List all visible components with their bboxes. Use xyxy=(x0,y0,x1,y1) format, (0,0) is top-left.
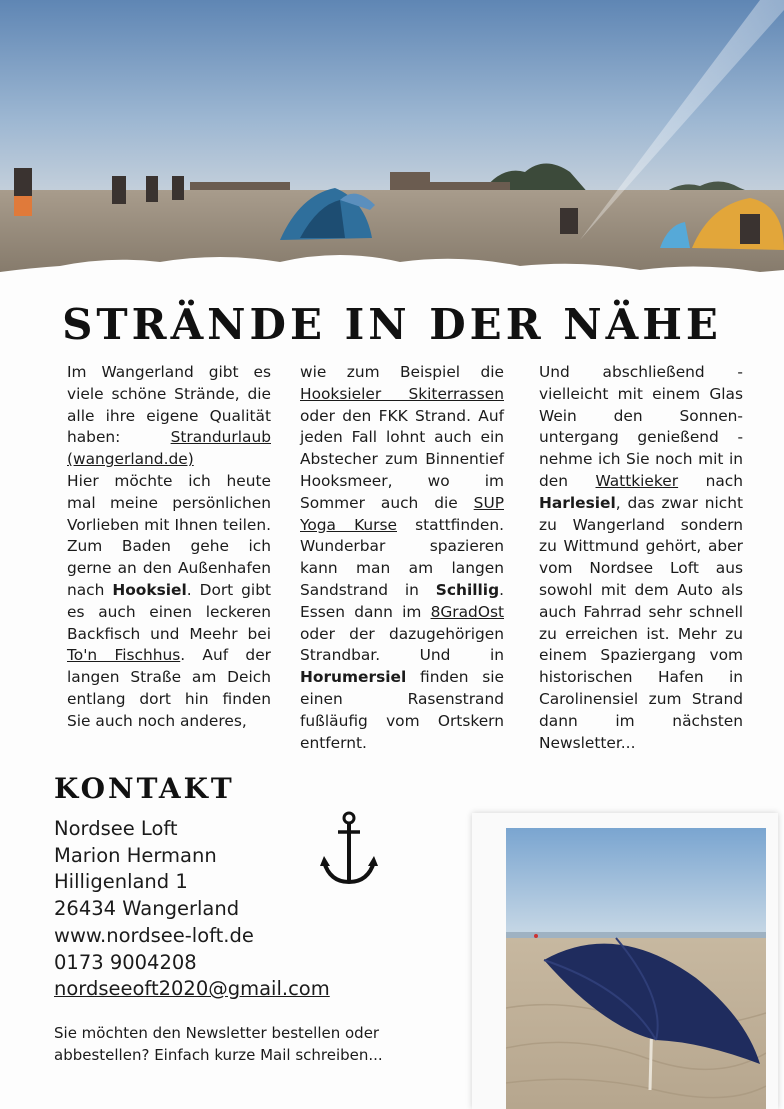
text-column-1: Im Wangerland gibt es viele schöne Strände, die alle ihre eigene Qualität haben: Strandurlaub (wangerland.de) Hier möchte ich heute mal meine persönlichen Vorlieben mit Ihnen teilen. Zum Baden gehe ich gerne an den Außenhafen nach Hooksiel. Dort gibt es auch einen leckeren Backfisch und Meehr bei To'n Fischhus. Auf der langen Straße am Deich entlang dort hin finden Sie auch noch anderes, xyxy=(67,363,272,730)
text-column-3: Und abschließend - vielleicht mit einem Glas Wein den Sonnen-untergang genießend - nehme ich Sie noch mit in den Wattkieker nach Harlesiel, das zwar nicht zu Wangerland sondern zu Wittmund gehört, aber vom Nordsee Loft aus sowohl mit dem Auto als auch Fahrrad sehr schnell zu erreichen ist. Mehr zu einem Spaziergang vom historischen Hafen in Carolinensiel zum Strand dann im nächsten Newsletter... xyxy=(539,363,743,752)
strandurlaub-link[interactable]: Strandurlaub (wangerland.de) xyxy=(67,428,271,469)
wattkieker-link[interactable]: Wattkieker xyxy=(595,471,679,490)
contact-street: Hilligenland 1 xyxy=(54,870,188,894)
contact-person: Marion Hermann xyxy=(54,843,217,867)
contact-name: Nordsee Loft xyxy=(54,817,178,840)
page-title: STRÄNDE IN DER NÄHE xyxy=(62,300,722,349)
contact-city: 26434 Wangerland xyxy=(54,897,240,921)
contact-website: www.nordsee-loft.de xyxy=(54,923,254,947)
umbrella-photo-frame xyxy=(472,813,778,1109)
contact-email-link[interactable]: nordseeoft2020@gmail.com xyxy=(54,977,330,1001)
contact-block xyxy=(54,816,330,1003)
fischhus-link[interactable]: To'n Fischhus xyxy=(67,646,181,665)
skiterrassen-link[interactable]: Hooksieler Skiterrassen xyxy=(300,384,504,403)
beach-hero-image xyxy=(0,0,784,290)
newsletter-note: Sie möchten den Newsletter bestellen oder abbestellen? Einfach kurze Mail schreiben... xyxy=(54,1024,383,1064)
contact-phone: 0173 9004208 xyxy=(54,950,197,974)
umbrella-photo xyxy=(506,828,766,1109)
text-column-2: wie zum Beispiel die Hooksieler Skiterrassen oder den FKK Strand. Auf jeden Fall lohnt auch ein Abstecher zum Binnentief Hooksmeer, wo im Sommer auch die SUP Yoga Kurse stattfinden. Wunderbar spazieren kann man am langen Sandstrand in Schillig. Essen dann im 8GradOst oder der dazugehörigen Strandbar. Und in Horumersiel finden sie einen Rasenstrand fußläufig vom Ortskern entfernt. xyxy=(300,363,505,752)
sup-yoga-link[interactable]: SUP Yoga Kurse xyxy=(300,493,504,534)
anchor-icon xyxy=(318,810,380,891)
8gradost-link[interactable]: 8GradOst xyxy=(430,602,504,621)
contact-heading: KONTAKT xyxy=(54,772,235,805)
